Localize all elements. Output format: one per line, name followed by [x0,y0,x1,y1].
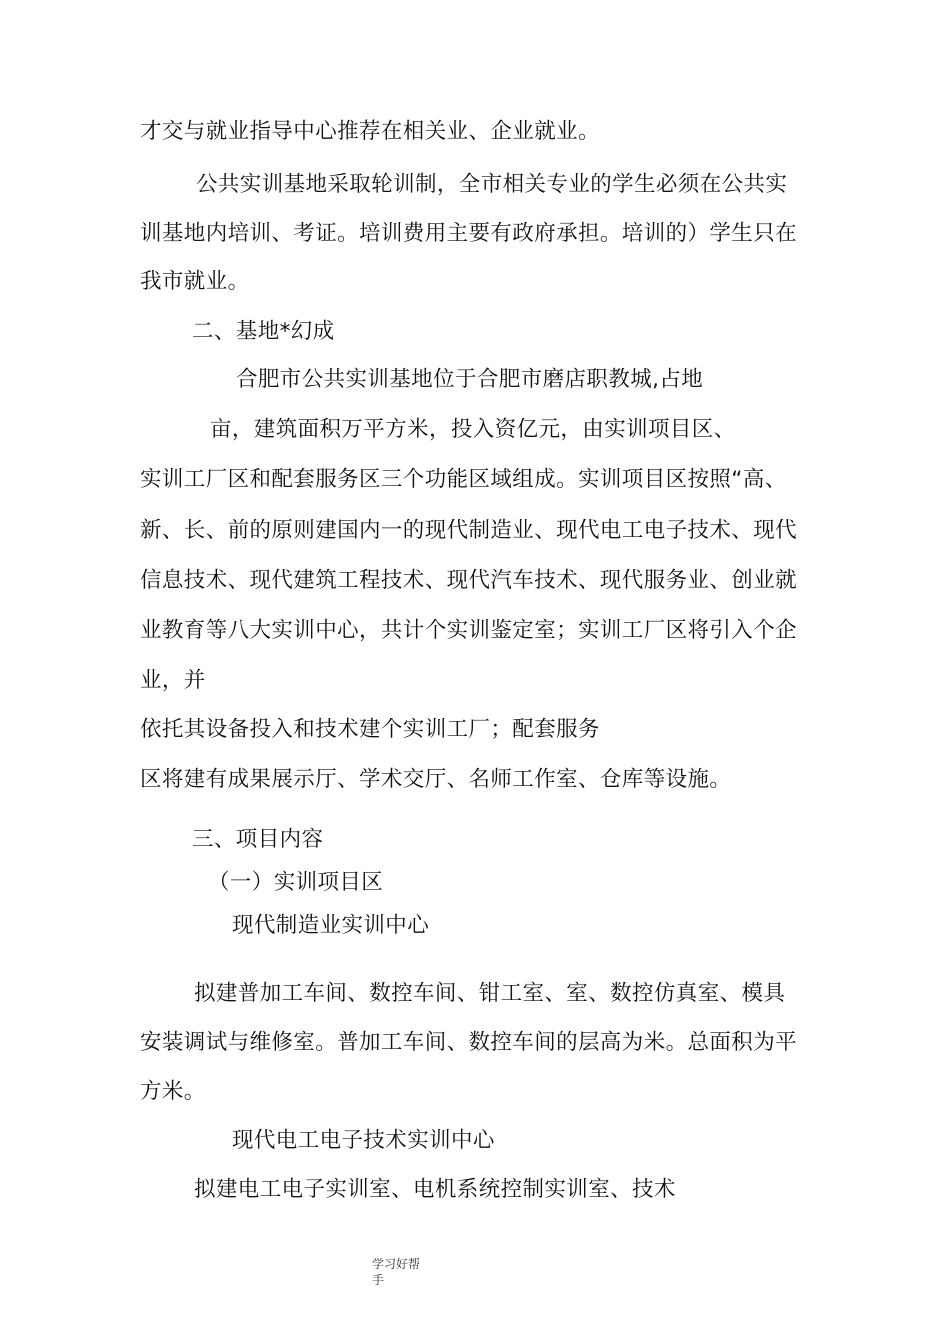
text-line-11: 业教育等八大实训中心，共计个实训鉴定室；实训工厂区将引入个企 [140,618,798,643]
text-line-2: 公共实训基地采取轮训制，全市相关专业的学生必须在公共实 [196,172,788,197]
text-line-18: 拟建普加工车间、数控车间、钳工室、室、数控仿真室、模具 [194,981,786,1006]
center-heading-manufacturing: 现代制造业实训中心 [232,913,430,938]
subsection-heading-1: （一）实训项目区 [208,870,384,895]
text-line-1: 才交与就业指导中心推荐在相关业、企业就业。 [140,119,600,144]
text-line-19: 安装调试与维修室。普加工车间、数控车间的层高为米。总面积为平 [140,1030,798,1055]
text-line-3: 训基地内培训、考证。培训费用主要有政府承担。培训的）学生只在 [140,221,798,246]
text-line-8: 实训工厂区和配套服务区三个功能区域组成。实训项目区按照“高、 [140,467,787,492]
text-line-7: 亩，建筑面积万平方米，投入资亿元，由实训项目区、 [210,417,736,442]
section-heading-3: 三、项目内容 [192,827,324,852]
footer-line-1: 学习好帮 [372,1257,421,1271]
text-line-9: 新、长、前的原则建国内一的现代制造业、现代电工电子技术、现代 [140,518,798,543]
footer-line-2: 手 [372,1273,385,1287]
text-line-6: 合肥市公共实训基地位于合肥市磨店职教城,占地 [236,367,704,392]
page-footer [372,1256,442,1288]
center-heading-electronics: 现代电工电子技术实训中心 [232,1128,495,1153]
text-line-4: 我市就业。 [140,269,250,294]
text-line-20: 方米。 [140,1079,206,1104]
text-line-10: 信息技术、现代建筑工程技术、现代汽车技术、现代服务业、创业就 [140,568,798,593]
text-line-13: 依托其设备投入和技术建个实训工厂；配套服务 [140,717,600,742]
section-heading-2: 二、基地*幻成 [192,319,335,344]
text-line-12: 业，并 [140,668,206,693]
text-line-14: 区将建有成果展示厅、学术交厅、名师工作室、仓库等设施。 [140,767,732,792]
text-line-22: 拟建电工电子实训室、电机系统控制实训室、技术 [194,1177,676,1202]
